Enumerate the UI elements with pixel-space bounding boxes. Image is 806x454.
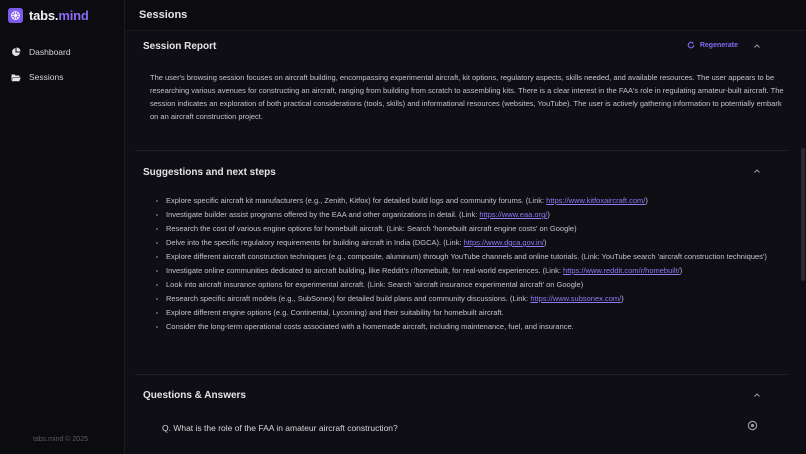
brand-name: tabs.mind xyxy=(29,8,89,23)
regenerate-label: Regenerate xyxy=(699,41,738,49)
sidebar-item-label: Dashboard xyxy=(29,47,71,57)
sidebar-item-dashboard[interactable] xyxy=(11,47,71,57)
list-item: Explore specific aircraft kit manufacturers (e.g., Zenith, Kitfox) for detailed build logs and community forums. (Link: https://www.kitfoxaircraft.com/) xyxy=(166,194,786,208)
list-item: Delve into the specific regulatory requirements for building aircraft in India (DGCA). (Link: https://www.dgca.gov.in/) xyxy=(166,236,786,250)
section-title: Session Report xyxy=(143,41,217,52)
list-item: Look into aircraft insurance options for experimental aircraft. (Link: Search 'aircraft insurance experimental aircraft' on Google) xyxy=(166,278,786,292)
content-scroll[interactable] xyxy=(125,31,798,454)
chevron-up-icon[interactable] xyxy=(752,41,762,51)
report-summary: The user's browsing session focuses on aircraft building, encompassing experimental aircraft, kit options, regulatory aspects, skills needed, and available resources. The user appears to be researching various avenues for constructing an aircraft, ranging from building from scratch to assembling kits. There is a clear interest in the FAA's role in regulating amateur-built aircraft. The session indicates an exploration of both practical considerations (tools, skills) and informational resources (websites, YouTube). The user is actively gathering information to potentially embark on an aircraft construction project. xyxy=(150,73,784,121)
session-report-section xyxy=(135,31,788,150)
list-item: Research specific aircraft models (e.g., SubSonex) for detailed build plans and community discussions. (Link: https://www.subsonex.com/) xyxy=(166,292,786,306)
eaa-link[interactable]: https://www.eaa.org/ xyxy=(479,210,548,219)
list-item: Investigate builder assist programs offered by the EAA and other organizations in detail. (Link: https://www.eaa.org/) xyxy=(166,208,786,222)
question-text[interactable]: Q. What is the role of the FAA in amateur aircraft construction? xyxy=(162,423,398,433)
suggestions-section xyxy=(135,150,788,374)
subsonex-link[interactable]: https://www.subsonex.com/ xyxy=(530,294,622,303)
footer-copyright: tabs.mind © 2025 xyxy=(33,436,88,443)
page-title: Sessions xyxy=(125,0,806,31)
sidebar xyxy=(0,0,125,454)
suggestions-list xyxy=(166,194,786,334)
dgca-link[interactable]: https://www.dgca.gov.in/ xyxy=(463,238,544,247)
chevron-up-icon[interactable] xyxy=(752,390,762,400)
refresh-icon xyxy=(687,41,695,49)
list-item: Research the cost of various engine options for homebuilt aircraft. (Link: Search 'homebuilt aircraft engine costs' on Google) xyxy=(166,222,786,236)
reddit-link[interactable]: https://www.reddit.com/r/homebuilt/ xyxy=(563,266,680,275)
qa-section xyxy=(135,374,788,454)
chevron-up-icon[interactable] xyxy=(752,166,762,176)
eye-icon[interactable] xyxy=(747,420,758,431)
list-item: Investigate online communities dedicated to aircraft building, like Reddit's r/homebuilt, for real-world experiences. (Link: https://www.reddit.com/r/homebuilt/) xyxy=(166,264,786,278)
section-title: Questions & Answers xyxy=(143,390,246,401)
main-panel xyxy=(125,0,806,454)
kitfox-link[interactable]: https://www.kitfoxaircraft.com/ xyxy=(546,196,646,205)
pie-chart-icon xyxy=(11,47,21,57)
brain-icon xyxy=(8,8,23,23)
list-item: Explore different aircraft construction techniques (e.g., composite, aluminum) through YouTube channels and online tutorials. (Link: YouTube search 'aircraft construction techniques') xyxy=(166,250,786,264)
list-item: Consider the long-term operational costs associated with a homemade aircraft, including maintenance, fuel, and insurance. xyxy=(166,320,786,334)
scrollbar-thumb[interactable] xyxy=(801,148,805,281)
folder-open-icon xyxy=(11,73,21,82)
list-item: Explore different engine options (e.g. Continental, Lycoming) and their suitability for homebuilt aircraft. xyxy=(166,306,786,320)
sidebar-item-label: Sessions xyxy=(29,72,64,82)
section-title: Suggestions and next steps xyxy=(143,167,276,178)
sidebar-item-sessions[interactable] xyxy=(11,72,64,82)
regenerate-button[interactable] xyxy=(687,41,738,49)
logo[interactable] xyxy=(8,8,89,23)
